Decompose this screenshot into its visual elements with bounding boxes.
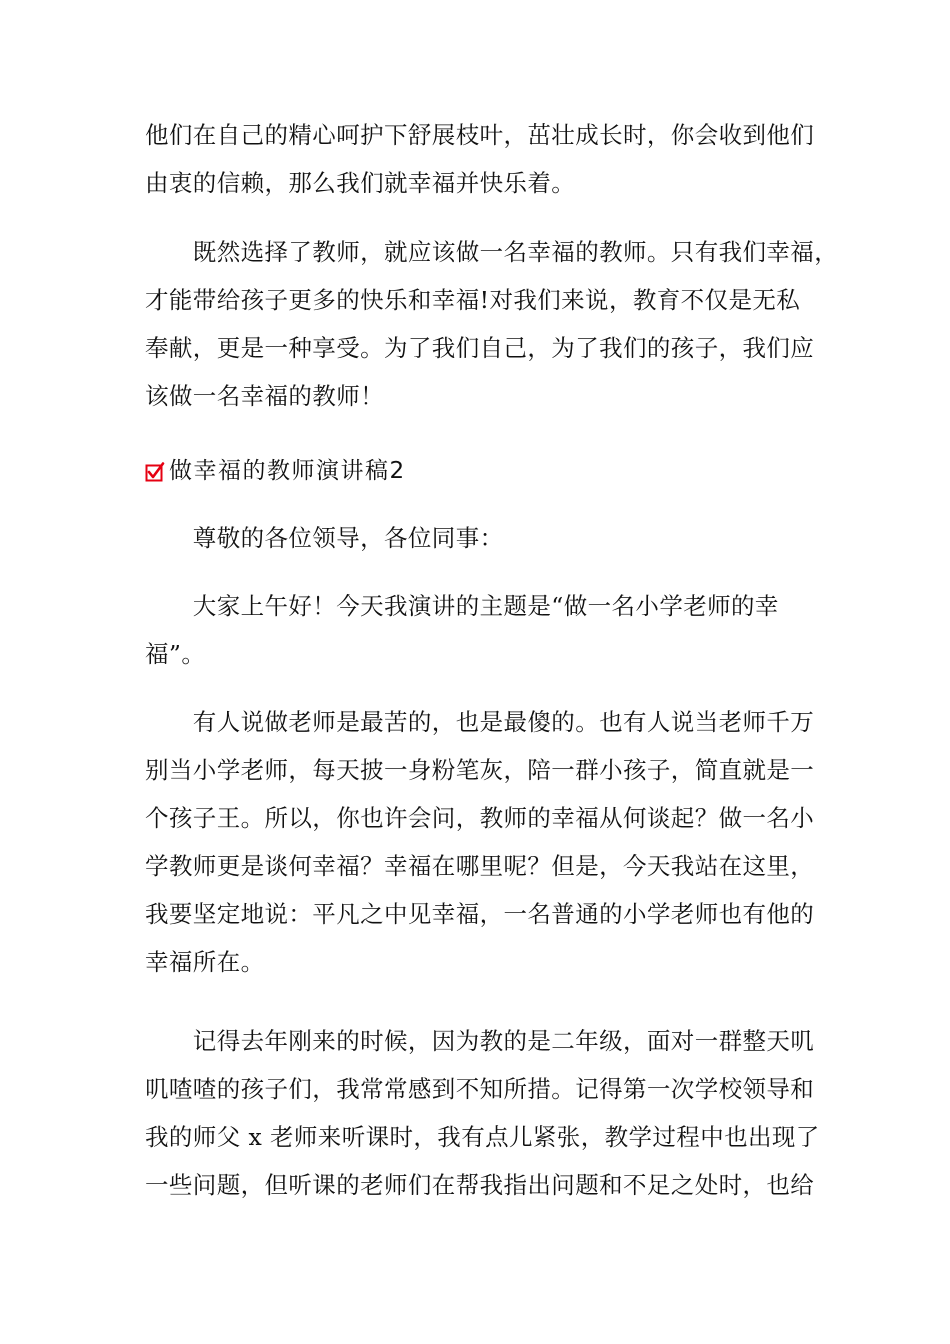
paragraph-happiness bbox=[145, 698, 815, 986]
text-line: 我的师父 x 老师来听课时，我有点儿紧张，教学过程中也出现了 bbox=[145, 1123, 820, 1151]
text-line: 该做一名幸福的教师！ bbox=[145, 382, 384, 410]
text-line: 尊敬的各位领导，各位同事： bbox=[145, 524, 504, 552]
text-line: 有人说做老师是最苦的，也是最傻的。也有人说当老师千万 bbox=[145, 708, 815, 736]
section-heading bbox=[145, 448, 406, 488]
red-checkbox-icon bbox=[145, 462, 165, 482]
text-line: 我要坚定地说：平凡之中见幸福，一名普通的小学老师也有他的 bbox=[145, 900, 815, 928]
text-line: 学教师更是谈何幸福？幸福在哪里呢？但是，今天我站在这里， bbox=[145, 852, 815, 880]
text-line: 大家上午好！今天我演讲的主题是“做一名小学老师的幸 bbox=[145, 592, 779, 620]
text-line: 幸福所在。 bbox=[145, 948, 265, 976]
text-line: 福”。 bbox=[145, 640, 206, 668]
paragraph-greeting bbox=[145, 514, 815, 562]
text-line: 记得去年刚来的时候，因为教的是二年级，面对一群整天叽 bbox=[145, 1027, 815, 1055]
paragraph-conclusion bbox=[145, 228, 839, 420]
text-line: 奉献，更是一种享受。为了我们自己，为了我们的孩子，我们应 bbox=[145, 334, 815, 362]
text-line: 既然选择了教师，就应该做一名幸福的教师。只有我们幸福， bbox=[145, 238, 839, 266]
text-line: 个孩子王。所以，你也许会问，教师的幸福从何谈起？做一名小 bbox=[145, 804, 815, 832]
text-line: 才能带给孩子更多的快乐和幸福!对我们来说，教育不仅是无私 bbox=[145, 286, 801, 314]
text-line: 他们在自己的精心呵护下舒展枝叶，茁壮成长时，你会收到他们 bbox=[145, 121, 815, 149]
text-line: 由衷的信赖，那么我们就幸福并快乐着。 bbox=[145, 169, 576, 197]
paragraph-opening bbox=[145, 582, 815, 678]
section-heading-text: 做幸福的教师演讲稿2 bbox=[169, 457, 406, 484]
text-line: 叽喳喳的孩子们，我常常感到不知所措。记得第一次学校领导和 bbox=[145, 1075, 815, 1103]
text-line: 别当小学老师，每天披一身粉笔灰，陪一群小孩子，简直就是一 bbox=[145, 756, 815, 784]
text-line: 一些问题，但听课的老师们在帮我指出问题和不足之处时，也给 bbox=[145, 1171, 815, 1199]
paragraph-memory bbox=[145, 1017, 820, 1209]
paragraph-intro-end bbox=[145, 111, 815, 207]
